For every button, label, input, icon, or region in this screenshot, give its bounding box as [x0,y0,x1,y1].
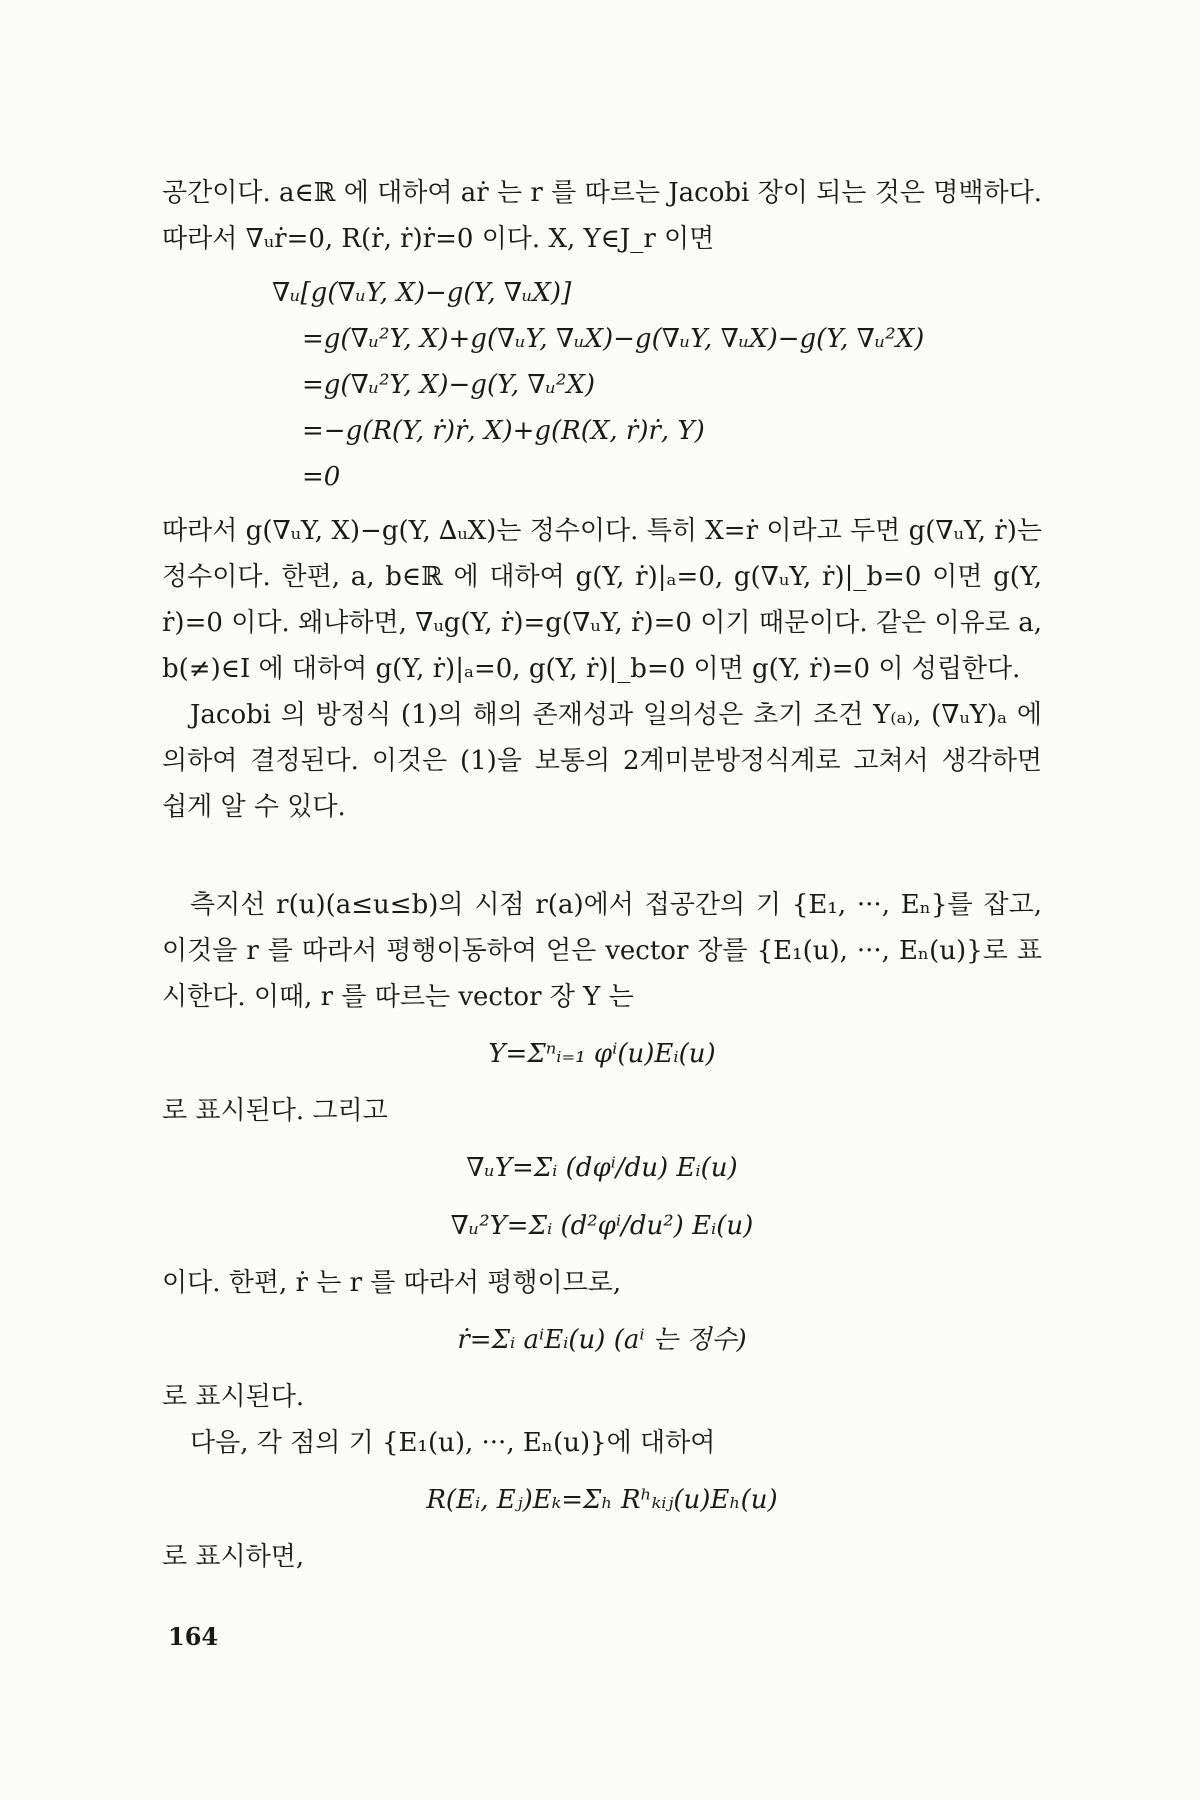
equation-block-1 [272,270,1042,500]
equation-line: =g(∇ᵤ²Y, X)+g(∇ᵤY, ∇ᵤX)−g(∇ᵤY, ∇ᵤX)−g(Y, ∇ᵤ²X) [302,324,925,354]
equation-line: =−g(R(Y, ṙ)ṙ, X)+g(R(X, ṙ)ṙ, Y) [302,416,705,446]
section-gap [162,830,1042,882]
paragraph-2: 따라서 g(∇ᵤY, X)−g(Y, ∆ᵤX)는 정수이다. 특히 X=ṙ 이라고 두면 g(∇ᵤY, ṙ)는 정수이다. 한편, a, b∈ℝ 에 대하여 g(Y, ṙ)|ₐ=0, g(∇ᵤY, ṙ)|_b=0 이면 g(Y, ṙ)=0 이다. 왜냐하면, ∇ᵤg(Y, ṙ)=g(∇ᵤY, ṙ)=0 이기 때문이다. 같은 이유로 a, b(≠)∈I 에 대하여 g(Y, ṙ)|ₐ=0, g(Y, ṙ)|_b=0 이면 g(Y, ṙ)=0 이 성립한다. [162,516,1042,684]
paragraph-6: 이다. 한편, ṙ 는 r 를 따라서 평행이므로, [162,1268,622,1298]
equation-line: =g(∇ᵤ²Y, X)−g(Y, ∇ᵤ²X) [302,370,596,400]
equation-line: =0 [302,462,341,492]
equation-grad-2: ∇ᵤ²Y=Σᵢ (d²φⁱ/du²) Eᵢ(u) [450,1211,754,1241]
paragraph-3: Jacobi 의 방정식 (1)의 해의 존재성과 일의성은 초기 조건 Y₍ₐ₎, (∇ᵤY)ₐ 에 의하여 결정된다. 이것은 (1)을 보통의 2계미분방정식계로 고쳐서 생각하면 쉽게 알 수 있다. [162,700,1042,822]
equation-Y: Y=Σⁿᵢ₌₁ φⁱ(u)Eᵢ(u) [488,1039,716,1069]
page-body [162,170,1042,1580]
paragraph-4: 측지선 r(u)(a≤u≤b)의 시점 r(a)에서 접공간의 기 {E₁, ···, Eₙ}를 잡고, 이것을 r 를 따라서 평행이동하여 얻은 vector 장를 {E₁(u), ···, Eₙ(u)}로 표시한다. 이때, r 를 따르는 vector 장 Y 는 [162,890,1042,1012]
page-number: 164 [168,1622,219,1651]
equation-R: R(Eᵢ, Eⱼ)Eₖ=Σₕ Rʰₖᵢⱼ(u)Eₕ(u) [426,1485,778,1515]
equation-line: ∇ᵤ[g(∇ᵤY, X)−g(Y, ∇ᵤX)] [272,278,572,308]
equation-grad-1: ∇ᵤY=Σᵢ (dφⁱ/du) Eᵢ(u) [466,1153,738,1183]
paragraph-5: 로 표시된다. 그리고 [162,1096,388,1126]
paragraph-9: 로 표시하면, [162,1542,305,1572]
equation-rdot: ṙ=Σᵢ aⁱEᵢ(u) (aⁱ 는 정수) [457,1325,747,1355]
paragraph-1: 공간이다. a∈ℝ 에 대하여 aṙ 는 r 를 따르는 Jacobi 장이 되는 것은 명백하다. 따라서 ∇ᵤṙ=0, R(ṙ, ṙ)ṙ=0 이다. X, Y∈J_r 이면 [162,178,1042,254]
paragraph-8: 다음, 각 점의 기 {E₁(u), ···, Eₙ(u)}에 대하여 [190,1428,716,1458]
paragraph-7: 로 표시된다. [162,1382,305,1412]
